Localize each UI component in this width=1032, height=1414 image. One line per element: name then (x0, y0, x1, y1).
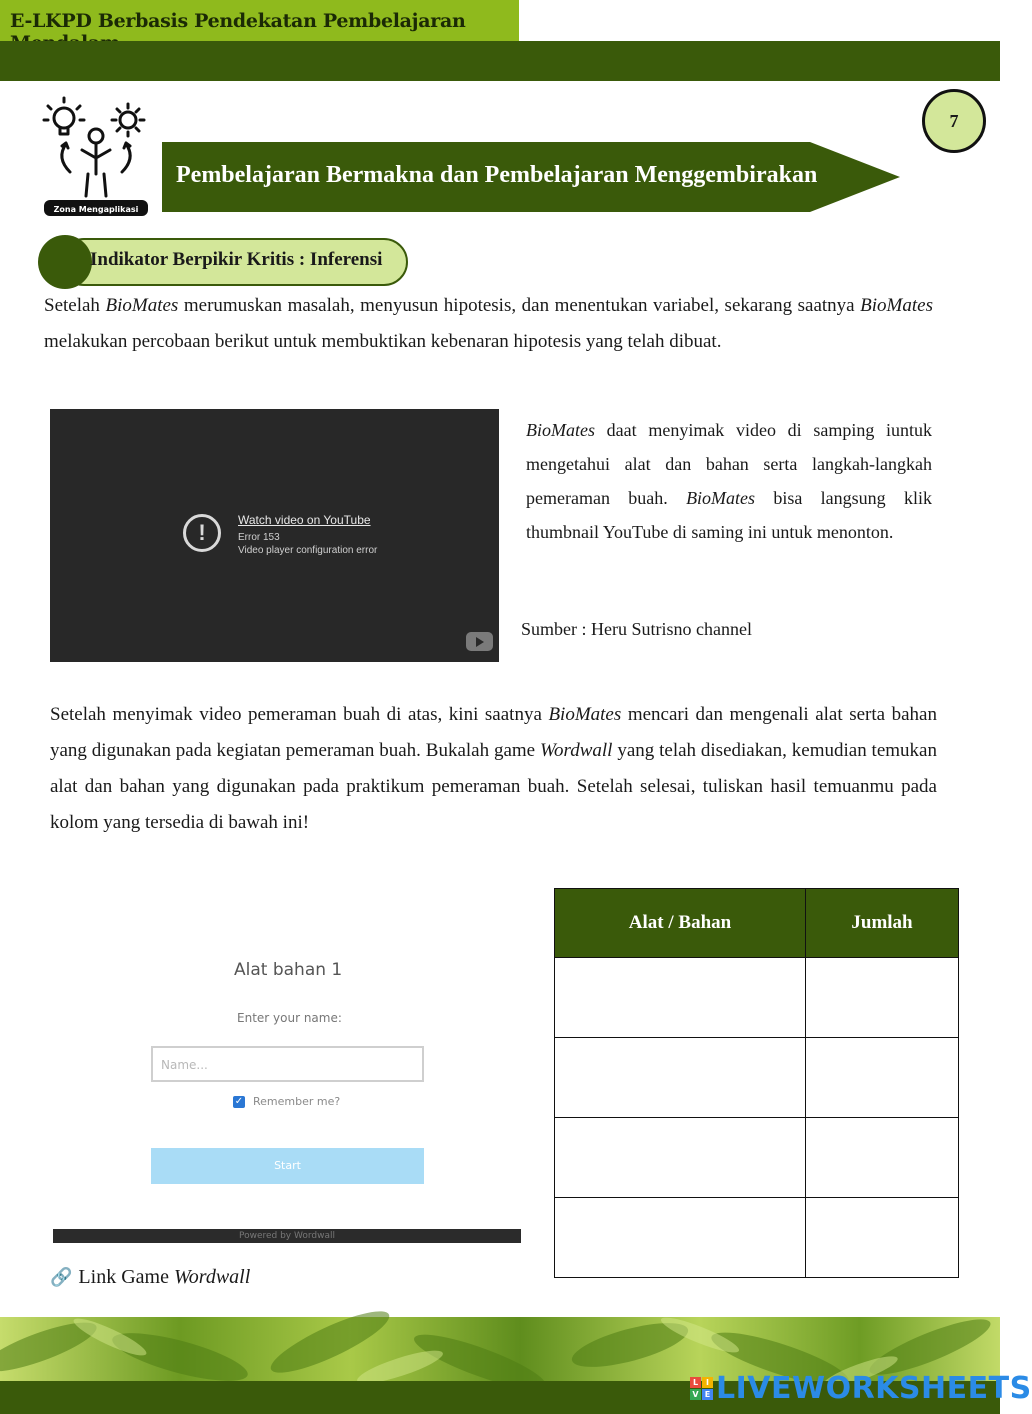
jumlah-cell[interactable] (806, 958, 959, 1038)
youtube-logo-icon[interactable] (466, 632, 493, 651)
liveworksheets-brand: LIVEWORKSHEETS (716, 1371, 1032, 1406)
wordwall-footer: Powered by Wordwall (53, 1229, 521, 1243)
wordwall-start-button[interactable]: Start (151, 1148, 424, 1184)
wordwall-game-link[interactable]: 🔗 Link Game Wordwall (50, 1266, 251, 1288)
indicator-label: Indikator Berpikir Kritis : Inferensi (90, 249, 383, 270)
header-bar (0, 41, 1000, 81)
wordwall-name-input[interactable]: Name... (151, 1046, 424, 1082)
document-title: E-LKPD Berbasis Pendekatan Pembelajaran (10, 10, 466, 32)
remember-me-checkbox[interactable]: ✓ (234, 1096, 244, 1107)
jumlah-cell[interactable] (806, 1038, 959, 1118)
video-error-message: Video player configuration error (238, 545, 378, 556)
error-icon: ! (183, 514, 221, 552)
intro-paragraph: Setelah BioMates merumuskan masalah, menyusun hipotesis, dan menentukan variabel, sekarang saatnya BioMates melakukan percobaan berikut untuk membuktikan kebenaran hipotesis yang telah dibuat. (44, 295, 933, 352)
jumlah-cell[interactable] (806, 1118, 959, 1198)
alat-bahan-cell[interactable] (555, 1038, 806, 1118)
zona-mengaplikasi-logo (38, 92, 153, 218)
alat-bahan-cell[interactable] (555, 1118, 806, 1198)
table-row (555, 1198, 959, 1278)
wordwall-name-prompt: Enter your name: (237, 1011, 342, 1025)
table-header-row (555, 889, 959, 958)
link-icon: 🔗 (50, 1267, 73, 1288)
column-header-jumlah: Jumlah (806, 889, 959, 958)
alat-bahan-cell[interactable] (555, 958, 806, 1038)
indicator-dot (38, 235, 92, 289)
watch-on-youtube-link[interactable]: Watch video on YouTube (238, 513, 371, 527)
video-error-code: Error 153 (238, 532, 280, 543)
page-number-badge: 7 (922, 89, 986, 153)
instructions-paragraph: Setelah menyimak video pemeraman buah di atas, kini saatnya BioMates mencari dan mengenali alat serta bahan yang digunakan pada kegiatan pemeraman buah. Bukalah game Wordwall yang telah disediakan, kemudian temukan alat dan bahan yang digunakan pada praktikum pemeraman buah. Setelah selesai, tuliskan hasil temuanmu pada kolom yang tersedia di bawah ini! (50, 704, 937, 833)
answer-table (554, 888, 959, 1278)
video-description: BioMates daat menyimak video di samping iuntuk mengetahui alat dan bahan serta langkah-langkah pemeraman buah. BioMates bisa langsung klik thumbnail YouTube di saming ini untuk menonton. (526, 420, 932, 542)
table-row (555, 1118, 959, 1198)
logo-caption: Zona Mengaplikasi (53, 205, 139, 214)
table-row (555, 1038, 959, 1118)
jumlah-cell[interactable] (806, 1198, 959, 1278)
wordwall-activity-title: Alat bahan 1 (234, 960, 343, 980)
remember-me-label: Remember me? (253, 1095, 341, 1108)
banner-title: Pembelajaran Bermakna dan Pembelajaran Menggembirakan (176, 162, 818, 188)
alat-bahan-cell[interactable] (555, 1198, 806, 1278)
column-header-alat-bahan: Alat / Bahan (555, 889, 806, 958)
video-source: Sumber : Heru Sutrisno channel (521, 619, 752, 639)
document-header-tab (0, 0, 519, 42)
table-row (555, 958, 959, 1038)
